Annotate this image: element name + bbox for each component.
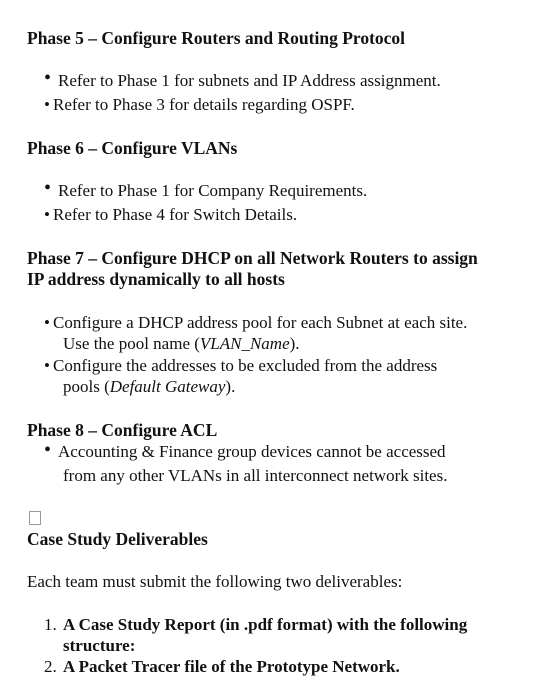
bullet-icon: • — [44, 205, 50, 224]
bullet-icon: • — [44, 313, 50, 332]
phase5-bullet-1: Refer to Phase 1 for subnets and IP Address assignment. — [58, 71, 441, 90]
phase5-bullet-2: Refer to Phase 3 for details regarding OSPF. — [53, 95, 355, 114]
phase5-heading: Phase 5 – Configure Routers and Routing Protocol — [27, 28, 406, 48]
deliverable-1-line-1: A Case Study Report (in .pdf format) with the following — [63, 615, 468, 634]
phase7-bullet-2-line-2: pools (Default Gateway). — [63, 377, 236, 396]
vlan-name-emphasis: VLAN_Name — [199, 334, 290, 353]
list-number-2: 2. — [44, 657, 57, 676]
bullet-icon: • — [44, 67, 52, 89]
phase7-heading-line-2: IP address dynamically to all hosts — [27, 269, 285, 289]
phase8-bullet-1-line-1: Accounting & Finance group devices cannot be accessed — [58, 442, 446, 461]
deliverable-2: A Packet Tracer file of the Prototype Network. — [63, 657, 400, 676]
list-number-1: 1. — [44, 615, 57, 634]
phase6-bullet-2: Refer to Phase 4 for Switch Details. — [53, 205, 298, 224]
phase6-bullet-1: Refer to Phase 1 for Company Requirements. — [58, 181, 368, 200]
phase6-heading: Phase 6 – Configure VLANs — [27, 138, 238, 158]
phase7-bullet-1-line-2: Use the pool name (VLAN_Name). — [63, 334, 300, 353]
phase7-heading-line-1: Phase 7 – Configure DHCP on all Network Routers to assign — [27, 248, 478, 268]
bullet-icon: • — [44, 356, 50, 375]
phase8-bullet-1-line-2: from any other VLANs in all interconnect network sites. — [63, 466, 448, 485]
phase7-bullet-1-line-1: Configure a DHCP address pool for each Subnet at each site. — [53, 313, 468, 332]
deliverables-intro: Each team must submit the following two deliverables: — [27, 572, 403, 591]
phase8-heading: Phase 8 – Configure ACL — [27, 420, 218, 440]
deliverable-1-line-2: structure: — [63, 636, 136, 655]
bullet-icon: • — [44, 95, 50, 114]
bullet-icon: • — [44, 177, 52, 199]
checkbox-icon — [29, 511, 41, 525]
default-gateway-emphasis: Default Gateway — [109, 377, 226, 396]
deliverables-heading: Case Study Deliverables — [27, 529, 208, 549]
bullet-icon: • — [44, 439, 52, 461]
phase7-bullet-2-line-1: Configure the addresses to be excluded from the address — [53, 356, 438, 375]
